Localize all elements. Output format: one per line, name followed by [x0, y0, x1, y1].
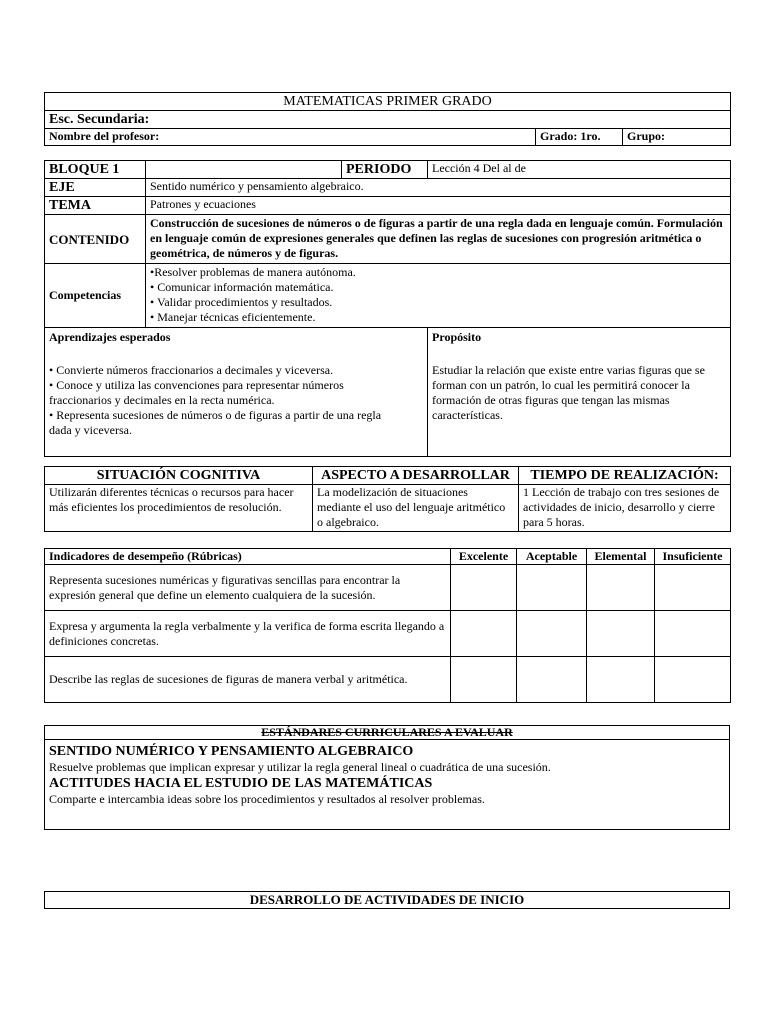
aprendizaje-item: • Convierte números fraccionarios a decimales y viceversa. [49, 363, 334, 377]
tema-value: Patrones y ecuaciones [146, 197, 731, 215]
proposito-label: Propósito [432, 330, 482, 344]
page-title: MATEMATICAS PRIMER GRADO [45, 93, 731, 111]
rubrica-column: Insuficiente [655, 549, 731, 565]
estandar-title: ACTITUDES HACIA EL ESTUDIO DE LAS MATEMÁTICAS [49, 776, 433, 791]
aprendizaje-item: • Representa sucesiones de números o de figuras a partir de una regla dada y viceversa. [49, 408, 382, 437]
situacion-header: SITUACIÓN COGNITIVA [45, 467, 313, 485]
teacher-field: Nombre del profesor: [45, 129, 536, 146]
situacion-table [44, 466, 730, 532]
rubricas-header: Indicadores de desempeño (Rúbricas) [45, 549, 451, 565]
desarrollo-title: DESARROLLO DE ACTIVIDADES DE INICIO [45, 892, 730, 909]
competencia-item: • Validar procedimientos y resultados. [150, 295, 333, 309]
rubrica-cell[interactable] [655, 611, 731, 657]
rubrica-column: Aceptable [517, 549, 587, 565]
rubrica-cell[interactable] [517, 657, 587, 703]
estandar-title: SENTIDO NUMÉRICO Y PENSAMIENTO ALGEBRAICO [49, 744, 414, 759]
eje-label: EJE [45, 179, 146, 197]
estandar-text: Comparte e intercambia ideas sobre los procedimientos y resultados al resolver problemas. [49, 792, 485, 806]
rubrica-cell[interactable] [517, 611, 587, 657]
competencias-list [146, 264, 731, 328]
rubrica-column: Excelente [451, 549, 517, 565]
competencias-label: Competencias [45, 264, 146, 328]
rubrica-cell[interactable] [587, 611, 655, 657]
proposito-value: Estudiar la relación que existe entre varias figuras que se forman con un patrón, lo cual les permitirá conocer la formación de otras figuras que tengan las mismas características. [432, 363, 705, 422]
competencia-item: • Manejar técnicas eficientemente. [150, 310, 316, 324]
competencia-item: • Comunicar información matemática. [150, 280, 334, 294]
rubrica-cell[interactable] [451, 657, 517, 703]
contenido-value: Construcción de sucesiones de números o de figuras a partir de una regla dada en lenguaje común. Formulación en lenguaje común de expresiones generales que definen las reglas de sucesiones con progresión aritmética o geométrica, de números y de figuras. [146, 215, 731, 264]
tiempo-value: 1 Lección de trabajo con tres sesiones de actividades de inicio, desarrollo y cierre para 5 horas. [519, 485, 731, 532]
grade-field: Grado: 1ro. [536, 129, 623, 146]
rubricas-table [44, 548, 730, 703]
rubrica-cell[interactable] [587, 565, 655, 611]
rubrica-column: Elemental [587, 549, 655, 565]
rubrica-cell[interactable] [587, 657, 655, 703]
aspecto-header: ASPECTO A DESARROLLAR [313, 467, 519, 485]
aprendizajes-cell [45, 328, 428, 457]
rubrica-cell[interactable] [517, 565, 587, 611]
block-table [44, 160, 730, 457]
desarrollo-table [44, 891, 730, 909]
school-field: Esc. Secundaria: [45, 111, 731, 129]
rubrica-cell[interactable] [451, 611, 517, 657]
rubrica-row: Describe las reglas de sucesiones de figuras de manera verbal y aritmética. [45, 657, 451, 703]
proposito-cell [428, 328, 731, 457]
rubrica-row: Expresa y argumenta la regla verbalmente y la verifica de forma escrita llegando a definiciones concretas. [45, 611, 451, 657]
leccion-field: Lección 4 Del al de [428, 161, 731, 179]
rubrica-cell[interactable] [655, 565, 731, 611]
tema-label: TEMA [45, 197, 146, 215]
aprendizajes-label: Aprendizajes esperados [49, 330, 171, 344]
estandares-content [45, 740, 730, 830]
eje-value: Sentido numérico y pensamiento algebraico. [146, 179, 731, 197]
group-field: Grupo: [623, 129, 731, 146]
estandar-text: Resuelve problemas que implican expresar y utilizar la regla general lineal o cuadrática de una sucesión. [49, 760, 551, 774]
estandares-header: ESTÁNDARES CURRICULARES A EVALUAR [45, 726, 730, 740]
aprendizaje-item: • Conoce y utiliza las convenciones para representar números fraccionarios y decimales en la recta numérica. [49, 378, 344, 407]
competencia-item: •Resolver problemas de manera autónoma. [150, 265, 356, 279]
rubrica-cell[interactable] [655, 657, 731, 703]
situacion-value: Utilizarán diferentes técnicas o recursos para hacer más eficientes los procedimientos de resolución. [45, 485, 313, 532]
rubrica-row: Representa sucesiones numéricas y figurativas sencillas para encontrar la expresión general que define un elemento cualquiera de la sucesión. [45, 565, 451, 611]
periodo-label: PERIODO [342, 161, 428, 179]
contenido-label: CONTENIDO [45, 215, 146, 264]
header-table [44, 92, 730, 146]
rubrica-cell[interactable] [451, 565, 517, 611]
aspecto-value: La modelización de situaciones mediante el uso del lenguaje aritmético o algebraico. [313, 485, 519, 532]
estandares-table [44, 725, 730, 830]
tiempo-header: TIEMPO DE REALIZACIÓN: [519, 467, 731, 485]
bloque-label: BLOQUE 1 [45, 161, 146, 179]
